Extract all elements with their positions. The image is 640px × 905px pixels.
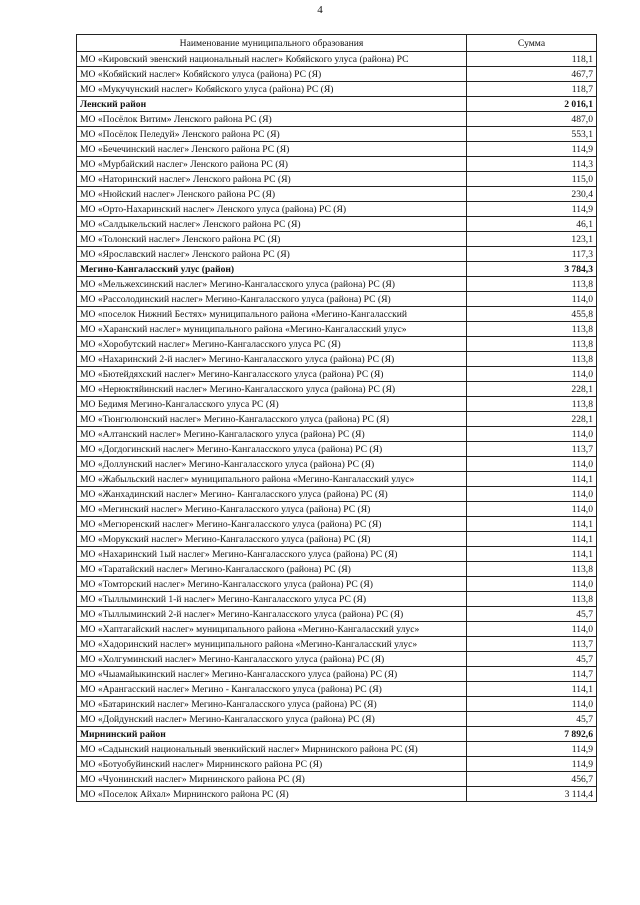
municipality-name-cell: Мирнинский район [77, 727, 467, 742]
sum-cell: 45,7 [467, 607, 597, 622]
sum-cell: 113,8 [467, 337, 597, 352]
municipality-name-cell: Мегино-Кангаласский улус (район) [77, 262, 467, 277]
sum-cell: 113,8 [467, 397, 597, 412]
sum-cell: 113,8 [467, 562, 597, 577]
sum-cell: 487,0 [467, 112, 597, 127]
table-row [77, 52, 597, 67]
table-header-row [77, 35, 597, 52]
table-row [77, 502, 597, 517]
table-row [77, 397, 597, 412]
sum-cell: 45,7 [467, 712, 597, 727]
table-row [77, 607, 597, 622]
municipality-name-cell: МО «Орто-Нахаринский наслег» Ленского улуса (района) РС (Я) [77, 202, 467, 217]
sum-cell: 114,0 [467, 502, 597, 517]
municipality-name-cell: МО «Салдыкельский наслег» Ленского района РС (Я) [77, 217, 467, 232]
municipality-name-cell: МО «Нерюктяйинский наслег» Мегино-Кангаласского улуса (района) РС (Я) [77, 382, 467, 397]
table-row [77, 757, 597, 772]
table-row [77, 487, 597, 502]
table-row [77, 562, 597, 577]
budget-table [76, 34, 597, 802]
table-row [77, 457, 597, 472]
municipality-name-cell: МО «Мурбайский наслег» Ленского района РС (Я) [77, 157, 467, 172]
municipality-name-cell: МО «Мельжехсинский наслег» Мегино-Кангаласского улуса (района) РС (Я) [77, 277, 467, 292]
municipality-name-cell: МО «Мегюренский наслег» Мегино-Кангаласского улуса (района) РС (Я) [77, 517, 467, 532]
municipality-name-cell: МО «Ботуобуйинский наслег» Мирнинского района РС (Я) [77, 757, 467, 772]
table-row [77, 277, 597, 292]
municipality-name-cell: МО «Посёлок Витим» Ленского района РС (Я) [77, 112, 467, 127]
sum-cell: 3 784,3 [467, 262, 597, 277]
municipality-name-cell: МО «Хаптагайский наслег» муниципального района «Мегино-Кангаласский улус» [77, 622, 467, 637]
sum-cell: 228,1 [467, 382, 597, 397]
municipality-name-cell: МО «поселок Нижний Бестях» муниципального района «Мегино-Кангаласский [77, 307, 467, 322]
municipality-name-cell: МО «Чыамайыкинский наслег» Мегино-Кангаласского улуса (района) РС (Я) [77, 667, 467, 682]
table-row [77, 667, 597, 682]
sum-cell: 114,9 [467, 142, 597, 157]
table-row [77, 472, 597, 487]
district-row [77, 97, 597, 112]
sum-cell: 114,9 [467, 202, 597, 217]
district-row [77, 727, 597, 742]
sum-cell: 3 114,4 [467, 787, 597, 802]
sum-cell: 114,0 [467, 622, 597, 637]
table-row [77, 367, 597, 382]
sum-cell: 7 892,6 [467, 727, 597, 742]
sum-cell: 114,0 [467, 367, 597, 382]
table-row [77, 637, 597, 652]
municipality-name-cell: МО «Жабыльский наслег» муниципального района «Мегино-Кангаласский улус» [77, 472, 467, 487]
municipality-name-cell: МО «Бечечинский наслег» Ленского района РС (Я) [77, 142, 467, 157]
sum-cell: 46,1 [467, 217, 597, 232]
municipality-name-cell: МО «Дойдунский наслег» Мегино-Кангаласского улуса (района) РС (Я) [77, 712, 467, 727]
sum-cell: 114,0 [467, 427, 597, 442]
sum-cell: 114,9 [467, 742, 597, 757]
table-row [77, 337, 597, 352]
table-row [77, 787, 597, 802]
municipality-name-cell: МО «Харанский наслег» муниципального района «Мегино-Кангаласский улус» [77, 322, 467, 337]
table-row [77, 307, 597, 322]
municipality-name-cell: МО «Хоробутский наслег» Мегино-Кангаласского улуса РС (Я) [77, 337, 467, 352]
table-row [77, 742, 597, 757]
sum-cell: 114,0 [467, 457, 597, 472]
sum-cell: 113,7 [467, 637, 597, 652]
municipality-name-cell: МО «Жанхадинский наслег» Мегино- Кангаласского улуса (района) РС (Я) [77, 487, 467, 502]
sum-cell: 2 016,1 [467, 97, 597, 112]
municipality-name-cell: МО «Доллунский наслег» Мегино-Кангаласского улуса (района) РС (Я) [77, 457, 467, 472]
table-row [77, 217, 597, 232]
table-row [77, 322, 597, 337]
sum-cell: 118,7 [467, 82, 597, 97]
municipality-name-cell: МО «Таратайский наслег» Мегино-Кангаласского (района) РС (Я) [77, 562, 467, 577]
sum-cell: 114,7 [467, 667, 597, 682]
municipality-name-cell: МО «Хадоринский наслег» муниципального района «Мегино-Кангаласский улус» [77, 637, 467, 652]
sum-cell: 114,1 [467, 472, 597, 487]
municipality-name-cell: МО «Кировский эвенский национальный наслег» Кобяйского улуса (района) РС [77, 52, 467, 67]
sum-cell: 118,1 [467, 52, 597, 67]
table-row [77, 577, 597, 592]
table-row [77, 532, 597, 547]
municipality-name-cell: МО «Догдогинский наслег» Мегино-Кангаласского улуса (района) РС (Я) [77, 442, 467, 457]
municipality-name-cell: МО «Тыллыминский 2-й наслег» Мегино-Кангаласского улуса (района) РС (Я) [77, 607, 467, 622]
municipality-name-cell: МО «Нахаринский 2-й наслег» Мегино-Кангаласского улуса (района) РС (Я) [77, 352, 467, 367]
sum-cell: 114,3 [467, 157, 597, 172]
table-row [77, 547, 597, 562]
table-row [77, 247, 597, 262]
table-row [77, 127, 597, 142]
municipality-name-cell: МО «Ярославский наслег» Ленского района РС (Я) [77, 247, 467, 262]
sum-cell: 114,0 [467, 292, 597, 307]
municipality-name-cell: МО «Посёлок Пеледуй» Ленского района РС (Я) [77, 127, 467, 142]
sum-cell: 114,1 [467, 547, 597, 562]
municipality-name-cell: МО «Батаринский наслег» Мегино-Кангаласского улуса (района) РС (Я) [77, 697, 467, 712]
sum-cell: 455,8 [467, 307, 597, 322]
table-row [77, 772, 597, 787]
table-row [77, 382, 597, 397]
district-row [77, 262, 597, 277]
table-row [77, 697, 597, 712]
column-header-sum: Сумма [467, 35, 597, 52]
municipality-name-cell: МО «Поселок Айхал» Мирнинского района РС (Я) [77, 787, 467, 802]
sum-cell: 113,8 [467, 592, 597, 607]
sum-cell: 114,0 [467, 697, 597, 712]
sum-cell: 113,8 [467, 322, 597, 337]
sum-cell: 467,7 [467, 67, 597, 82]
municipality-name-cell: МО «Мегинский наслег» Мегино-Кангаласского улуса (района) РС (Я) [77, 502, 467, 517]
municipality-name-cell: МО «Чуонинский наслег» Мирнинского района РС (Я) [77, 772, 467, 787]
table-row [77, 412, 597, 427]
sum-cell: 114,0 [467, 487, 597, 502]
municipality-name-cell: МО «Мукучунский наслег» Кобяйского улуса (района) РС (Я) [77, 82, 467, 97]
table-row [77, 427, 597, 442]
municipality-name-cell: Ленский район [77, 97, 467, 112]
page-number: 4 [317, 4, 323, 16]
sum-cell: 228,1 [467, 412, 597, 427]
sum-cell: 123,1 [467, 232, 597, 247]
table-row [77, 112, 597, 127]
table-row [77, 622, 597, 637]
table-row [77, 682, 597, 697]
sum-cell: 113,7 [467, 442, 597, 457]
municipality-name-cell: МО «Томторский наслег» Мегино-Кангаласского улуса (района) РС (Я) [77, 577, 467, 592]
table-row [77, 67, 597, 82]
table-row [77, 517, 597, 532]
municipality-name-cell: МО «Тыллыминский 1-й наслег» Мегино-Кангаласского улуса РС (Я) [77, 592, 467, 607]
table-row [77, 232, 597, 247]
table-row [77, 157, 597, 172]
sum-cell: 553,1 [467, 127, 597, 142]
municipality-name-cell: МО «Нахаринский 1ый наслег» Мегино-Кангаласского улуса (района) РС (Я) [77, 547, 467, 562]
table-row [77, 712, 597, 727]
table-row [77, 592, 597, 607]
table-row [77, 202, 597, 217]
municipality-name-cell: МО «Рассолодинский наслег» Мегино-Кангаласского улуса (района) РС (Я) [77, 292, 467, 307]
municipality-name-cell: МО «Толонский наслег» Ленского района РС (Я) [77, 232, 467, 247]
table-row [77, 442, 597, 457]
sum-cell: 117,3 [467, 247, 597, 262]
table-row [77, 82, 597, 97]
sum-cell: 115,0 [467, 172, 597, 187]
table-row [77, 652, 597, 667]
municipality-name-cell: МО «Садынский национальный эвенкийский наслег» Мирнинского района РС (Я) [77, 742, 467, 757]
sum-cell: 114,1 [467, 532, 597, 547]
column-header-name: Наименование муниципального образования [77, 35, 467, 52]
sum-cell: 114,9 [467, 757, 597, 772]
table-row [77, 292, 597, 307]
sum-cell: 45,7 [467, 652, 597, 667]
table-row [77, 142, 597, 157]
sum-cell: 230,4 [467, 187, 597, 202]
municipality-name-cell: МО «Алтанский наслег» Мегино-Кангалаского улуса (района) РС (Я) [77, 427, 467, 442]
sum-cell: 114,1 [467, 517, 597, 532]
municipality-name-cell: МО «Нюйский наслег» Ленского района РС (Я) [77, 187, 467, 202]
table-row [77, 352, 597, 367]
municipality-name-cell: МО «Холгуминский наслег» Мегино-Кангаласского улуса (района) РС (Я) [77, 652, 467, 667]
municipality-name-cell: МО «Кобяйский наслег» Кобяйского улуса (района) РС (Я) [77, 67, 467, 82]
table-body [77, 52, 597, 802]
municipality-name-cell: МО «Наторинский наслег» Ленского района РС (Я) [77, 172, 467, 187]
municipality-name-cell: МО «Арангасский наслег» Мегино - Кангаласского улуса (района) РС (Я) [77, 682, 467, 697]
municipality-name-cell: МО «Бютейдяхский наслег» Мегино-Кангаласского улуса (района) РС (Я) [77, 367, 467, 382]
municipality-name-cell: МО «Тюнгюлюнский наслег» Мегино-Кангаласского улуса (района) РС (Я) [77, 412, 467, 427]
table-row [77, 187, 597, 202]
sum-cell: 114,1 [467, 682, 597, 697]
sum-cell: 114,0 [467, 577, 597, 592]
municipality-name-cell: МО «Морукский наслег» Мегино-Кангаласского улуса (района) РС (Я) [77, 532, 467, 547]
sum-cell: 456,7 [467, 772, 597, 787]
municipality-name-cell: МО Бедимя Мегино-Кангаласского улуса РС (Я) [77, 397, 467, 412]
table-row [77, 172, 597, 187]
sum-cell: 113,8 [467, 277, 597, 292]
sum-cell: 113,8 [467, 352, 597, 367]
